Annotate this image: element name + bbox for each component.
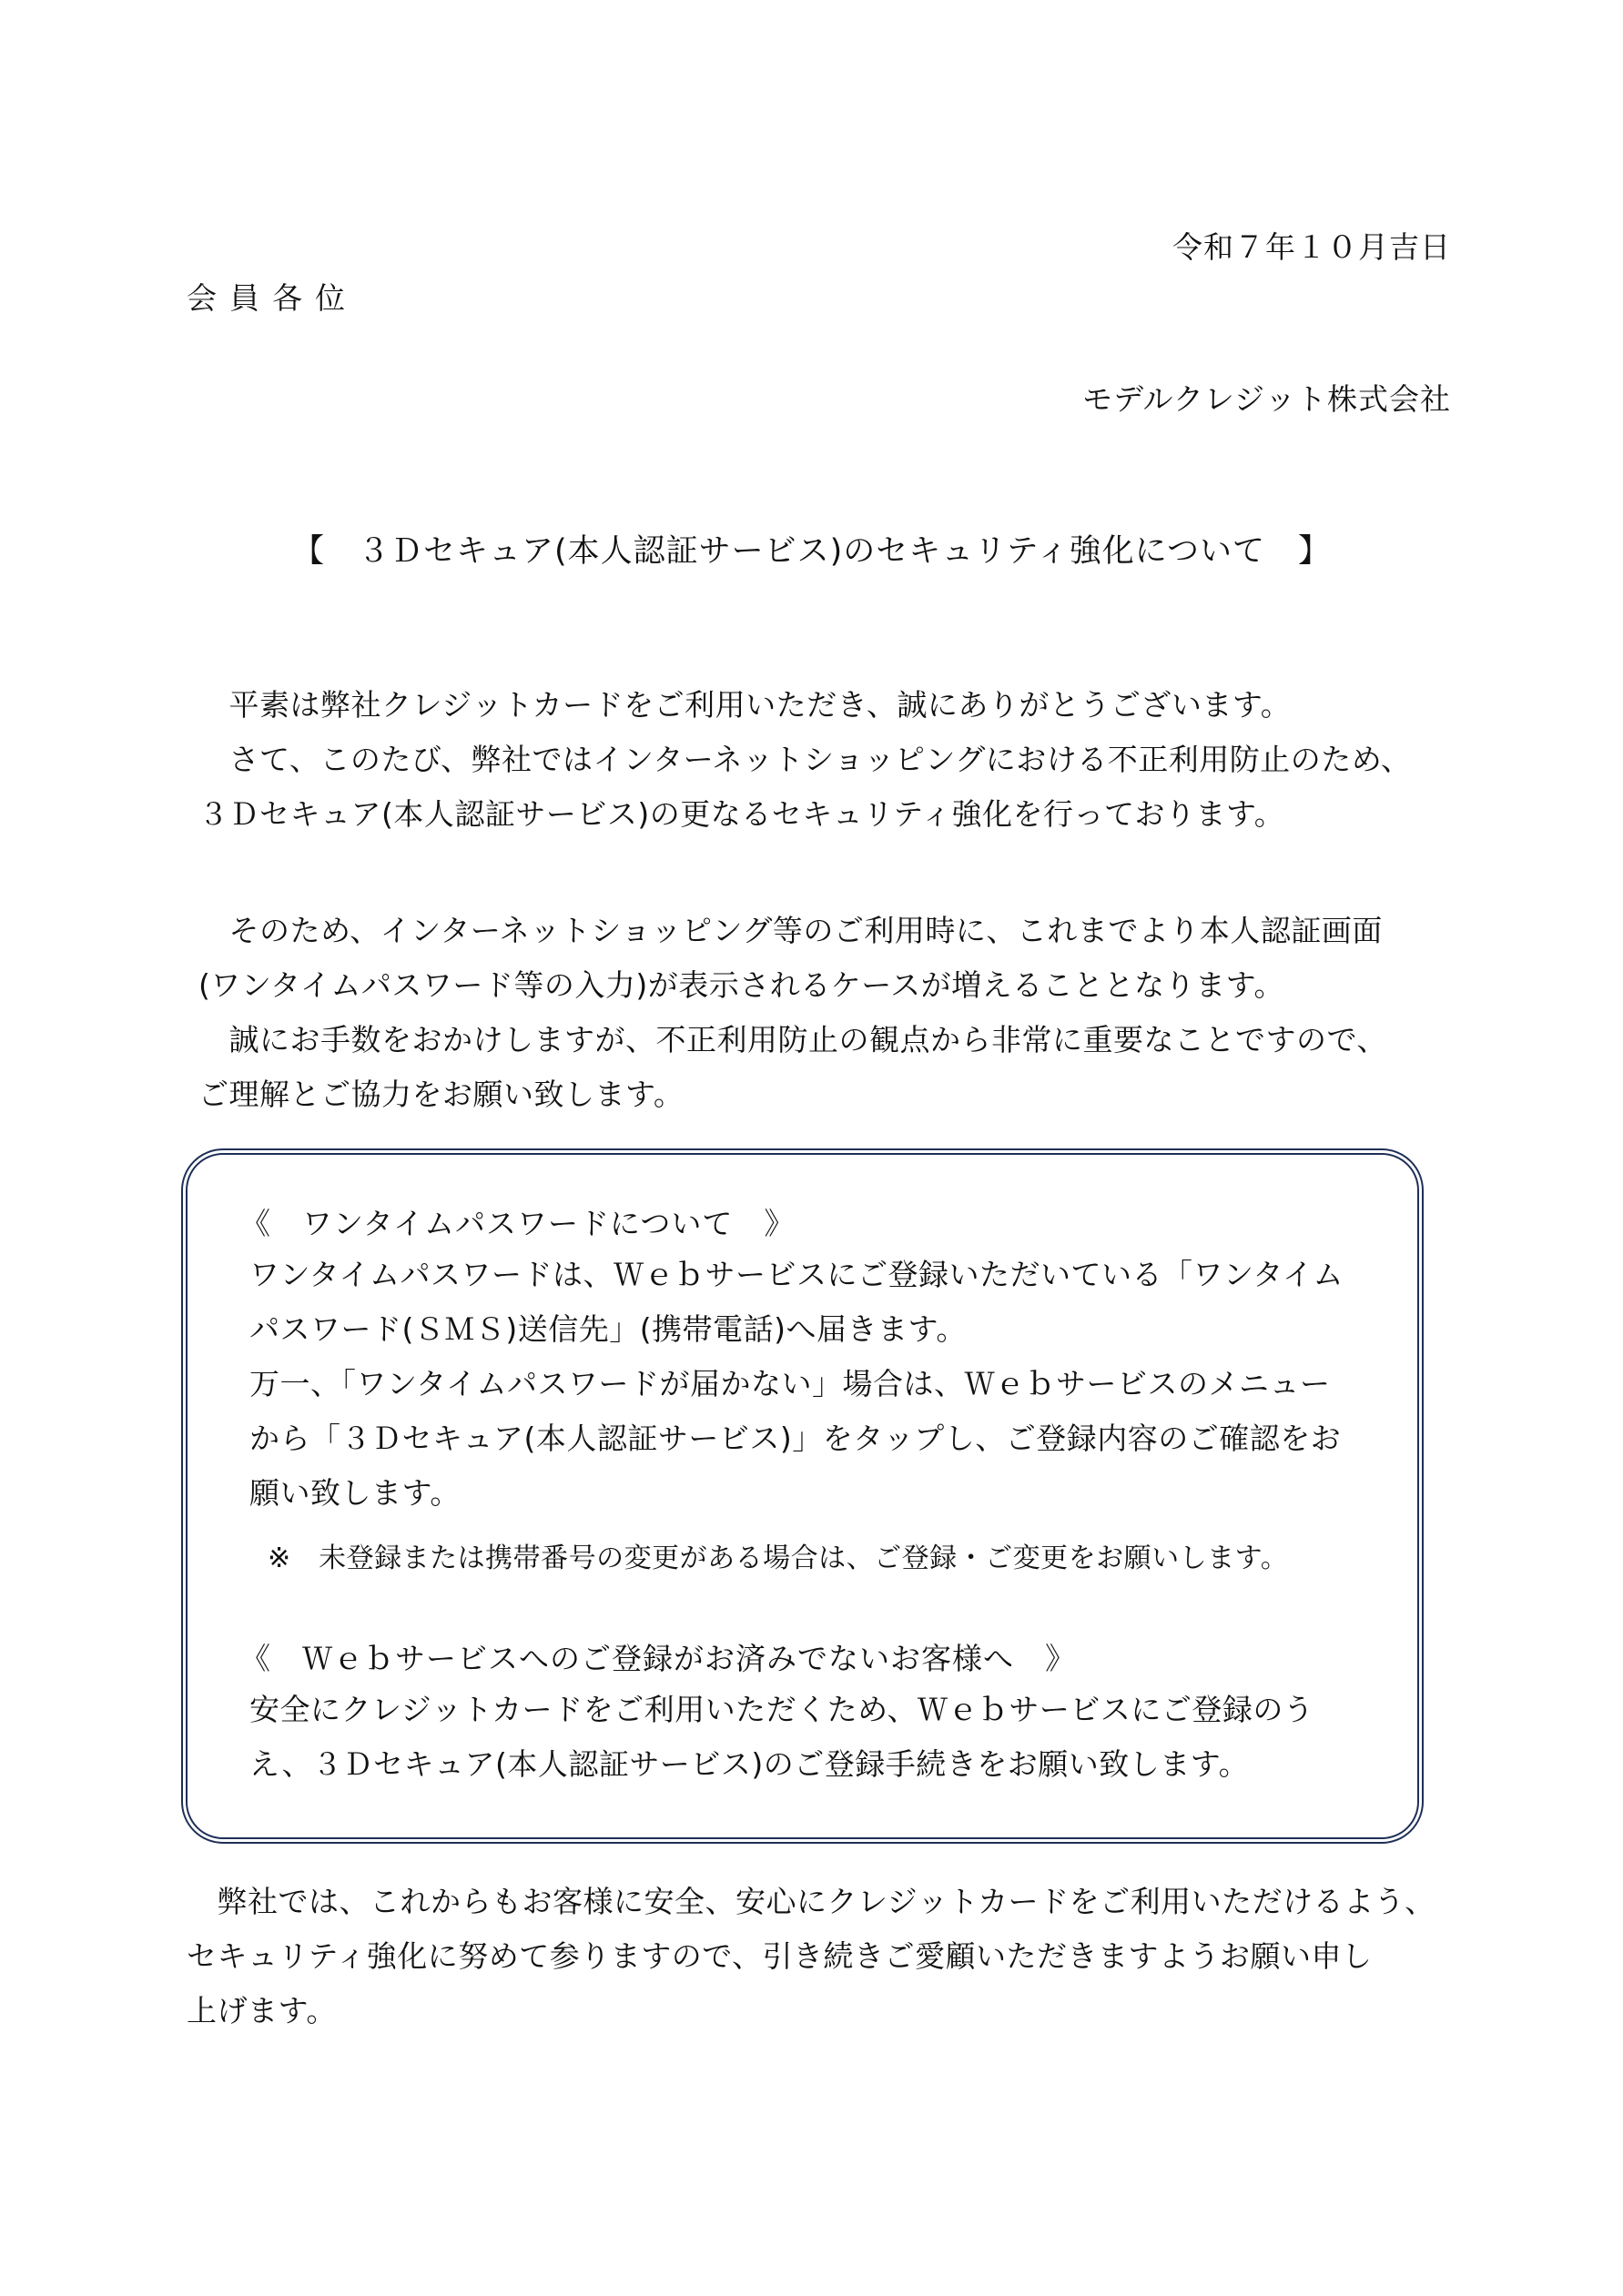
addressee: 会員各位 (187, 280, 358, 316)
notice-line: 誠にお手数をおかけしますが、不正利用防止の観点から非常に重要なことですので、 (198, 1022, 1387, 1057)
notice-line: ご理解とご協力をお願い致します。 (198, 1077, 685, 1112)
intro-line: 平素は弊社クレジットカードをご利用いただき、誠にありがとうございます。 (198, 687, 1292, 723)
box-line: パスワード(ＳＭＳ)送信先」(携帯電話)へ届きます。 (249, 1311, 967, 1347)
box-line: から「３Ｄセキュア(本人認証サービス)」をタップし、ご登録内容のご確認をお (249, 1421, 1342, 1456)
closing-line: セキュリティ強化に努めて参りますので、引き続きご愛顧いただきますようお願い申し (187, 1938, 1373, 1974)
box-line: え、３Ｄセキュア(本人認証サービス)のご登録手続きをお願い致します。 (249, 1746, 1250, 1782)
intro-paragraph (198, 678, 1411, 842)
box-line: 安全にクレジットカードをご利用いただくため、Ｗｅｂサービスにご登録のう (249, 1692, 1314, 1727)
registration-note: ※ 未登録または携帯番号の変更がある場合は、ご登録・ご変更をお願いします。 (268, 1542, 1289, 1574)
box-line: 万一、「ワンタイムパスワードが届かない」場合は、Ｗｅｂサービスのメニュー (249, 1366, 1331, 1401)
closing-paragraph (187, 1875, 1435, 2038)
issue-date: 令和７年１０月吉日 (1172, 229, 1451, 265)
document-title: 【 ３Ｄセキュア(本人認証サービス)のセキュリティ強化について 】 (291, 533, 1332, 570)
notice-paragraph (198, 904, 1387, 1122)
intro-line: ３Ｄセキュア(本人認証サービス)の更なるセキュリティ強化を行っております。 (198, 796, 1285, 832)
sender-company: モデルクレジット株式会社 (1082, 381, 1451, 417)
box-line: 願い致します。 (249, 1475, 461, 1511)
web-service-text (249, 1683, 1314, 1792)
intro-line: さて、このたび、弊社ではインターネットショッピングにおける不正利用防止のため、 (198, 742, 1412, 777)
box-line: ワンタイムパスワードは、Ｗｅｂサービスにご登録いただいている「ワンタイム (249, 1257, 1344, 1292)
closing-line: 弊社では、これからもお客様に安全、安心にクレジットカードをご利用いただけるよう、 (187, 1884, 1435, 1919)
notice-line: そのため、インターネットショッピング等のご利用時に、これまでより本人認証画面 (198, 913, 1383, 948)
closing-line: 上げます。 (187, 1993, 337, 2028)
info-box (181, 1148, 1424, 1844)
one-time-password-heading: 《 ワンタイムパスワードについて 》 (240, 1206, 796, 1241)
one-time-password-text (249, 1248, 1344, 1521)
web-service-heading: 《 Ｗｅｂサービスへのご登録がお済みでないお客様へ 》 (240, 1641, 1076, 1676)
notice-line: (ワンタイムパスワード等の入力)が表示されるケースが増えることとなります。 (198, 967, 1284, 1003)
